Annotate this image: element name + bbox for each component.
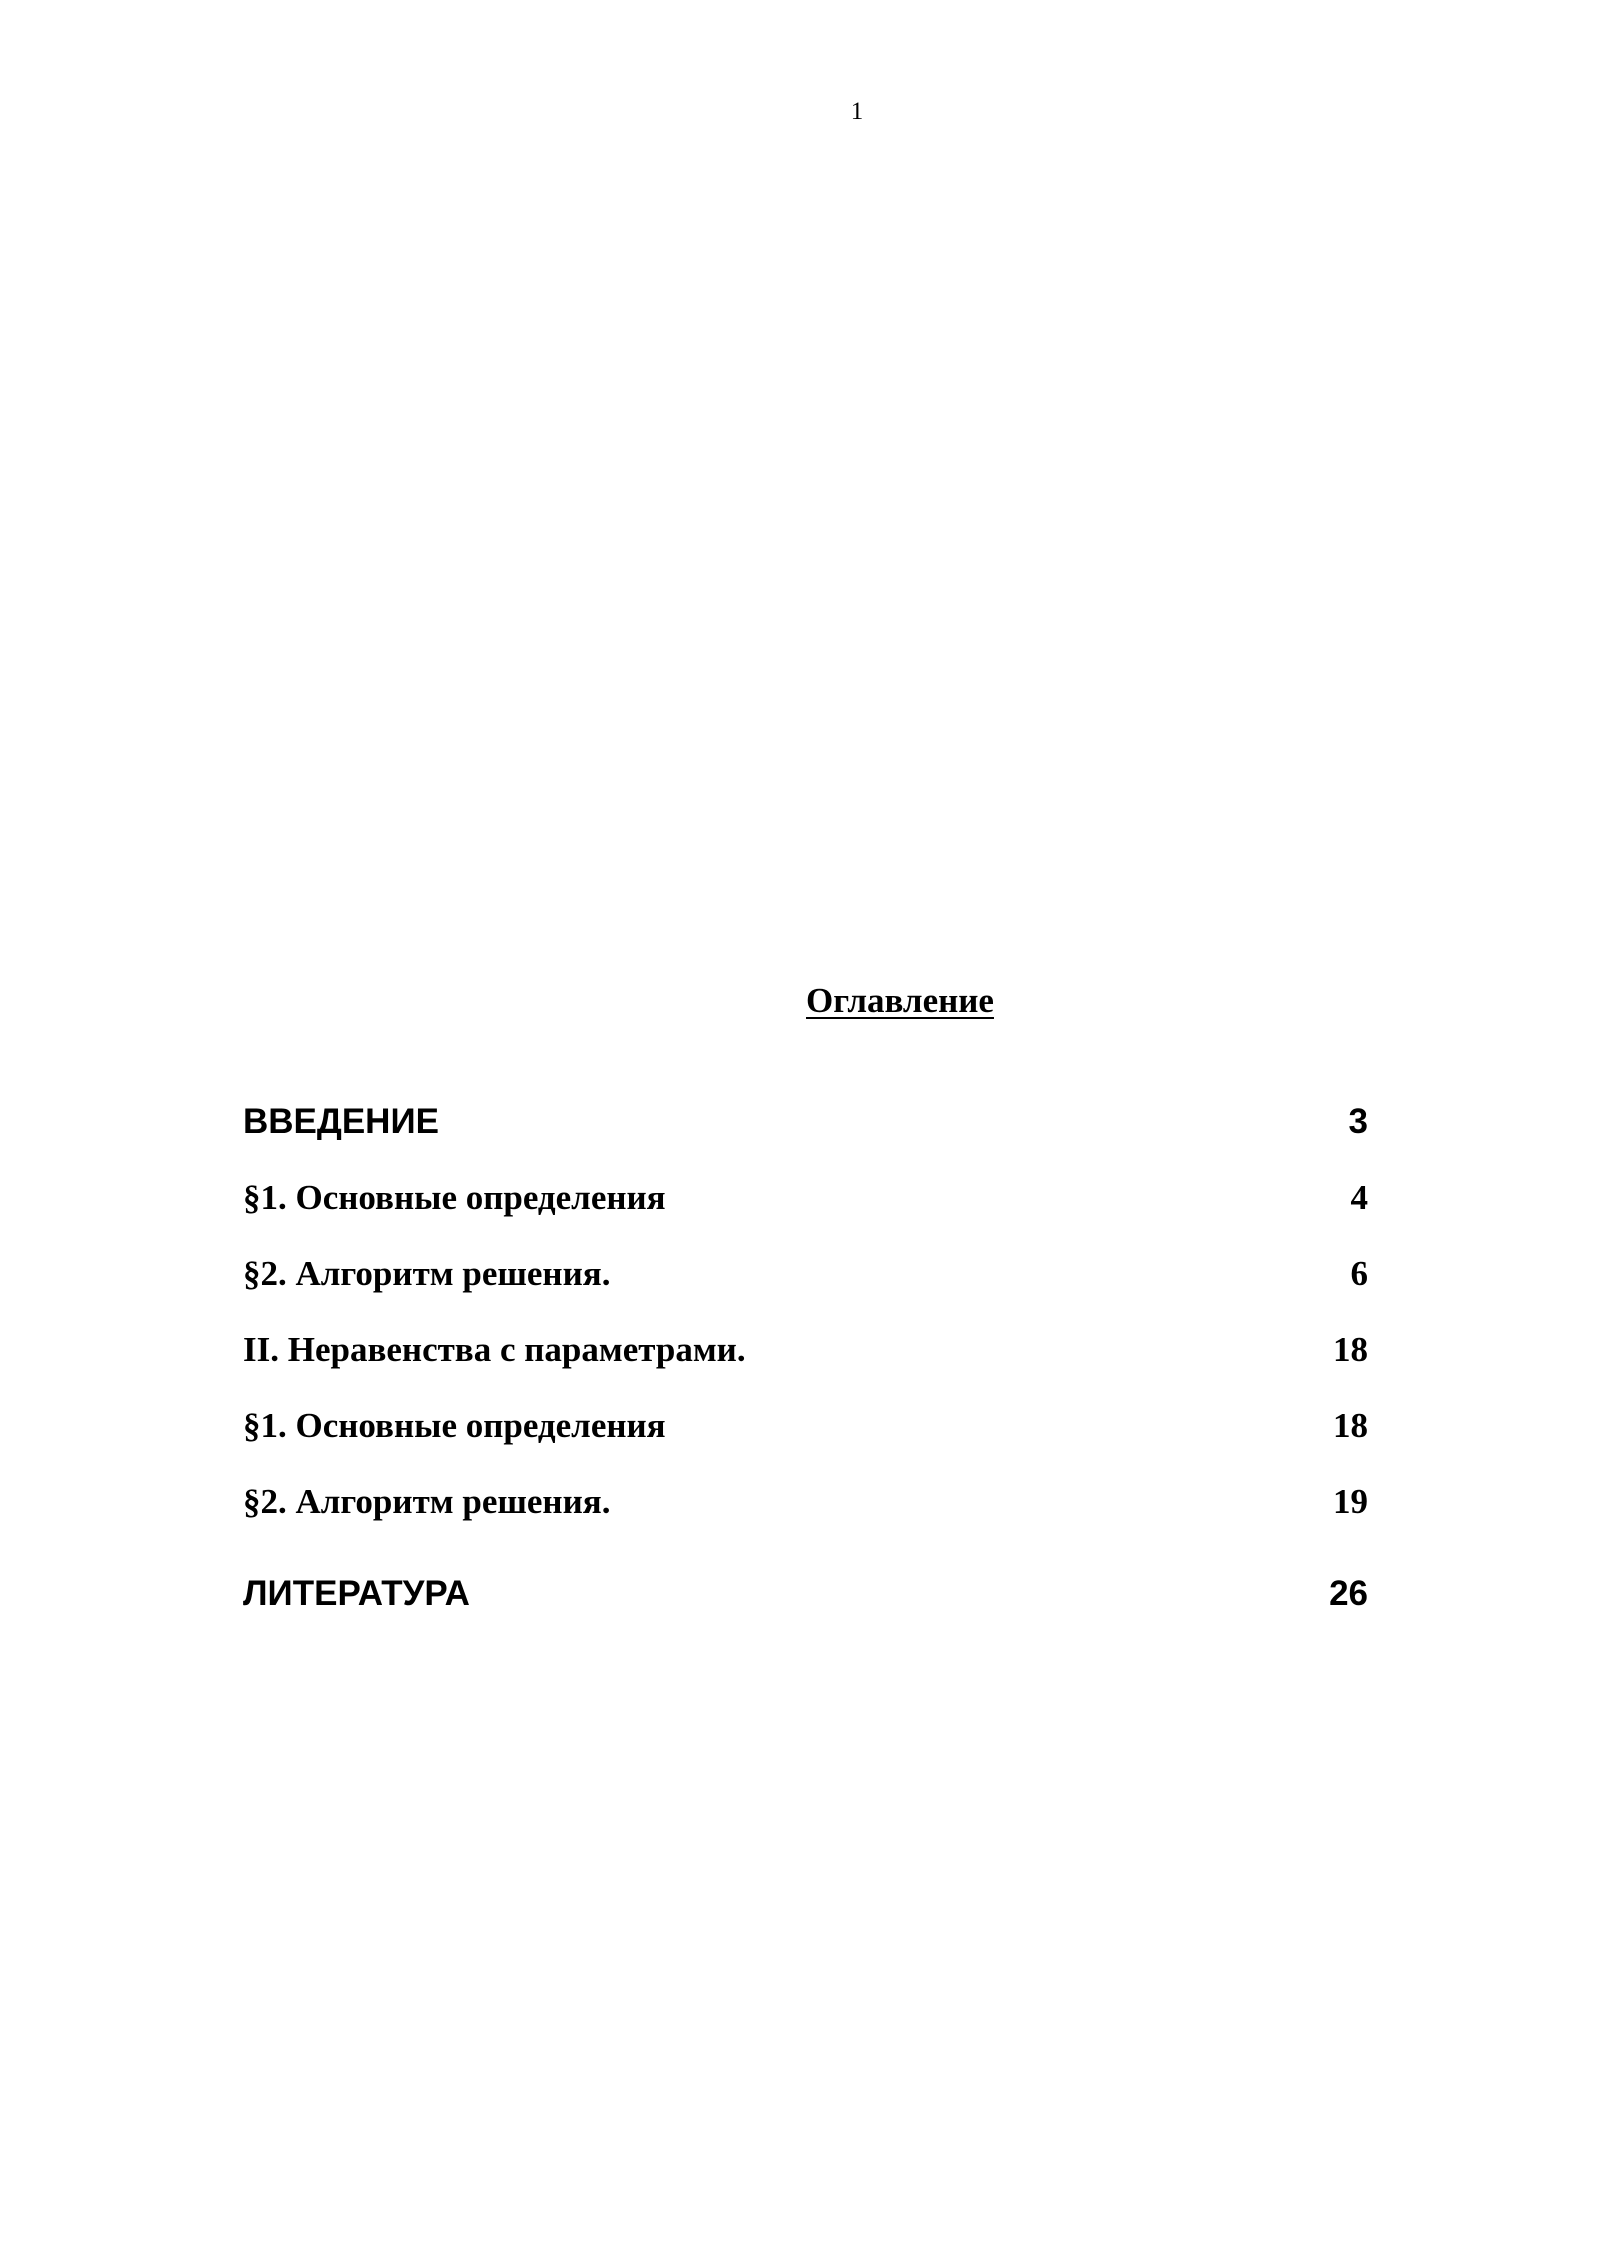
toc-entry-page: 3 — [1348, 1102, 1368, 1141]
table-of-contents — [243, 1100, 1368, 1616]
toc-entry-basic-definitions-1[interactable] — [243, 1176, 1368, 1220]
toc-entry-inequalities-with-parameters[interactable] — [243, 1328, 1368, 1372]
toc-entry-label: §2. Алгоритм решения. — [243, 1254, 611, 1293]
toc-entry-page: 18 — [1333, 1406, 1368, 1445]
toc-entry-algorithm-1[interactable] — [243, 1252, 1368, 1296]
toc-entry-label: II. Неравенства с параметрами. — [243, 1330, 746, 1369]
toc-entry-basic-definitions-2[interactable] — [243, 1404, 1368, 1448]
toc-entry-page: 4 — [1350, 1178, 1368, 1217]
toc-entry-page: 26 — [1329, 1574, 1368, 1613]
toc-entry-literature[interactable] — [243, 1572, 1368, 1616]
toc-entry-label: §1. Основные определения — [243, 1178, 666, 1217]
toc-title: Оглавление — [806, 981, 994, 1020]
toc-entry-page: 6 — [1350, 1254, 1368, 1293]
toc-entry-algorithm-2[interactable] — [243, 1480, 1368, 1524]
toc-entry-label: §2. Алгоритм решения. — [243, 1482, 611, 1521]
toc-entry-label: §1. Основные определения — [243, 1406, 666, 1445]
toc-entry-introduction[interactable] — [243, 1100, 1368, 1144]
toc-entry-label: ВВЕДЕНИЕ — [243, 1102, 439, 1141]
page-number: 1 — [850, 98, 864, 125]
toc-entry-page: 19 — [1333, 1482, 1368, 1521]
toc-entry-page: 18 — [1333, 1330, 1368, 1369]
toc-entry-label: ЛИТЕРАТУРА — [243, 1574, 470, 1613]
